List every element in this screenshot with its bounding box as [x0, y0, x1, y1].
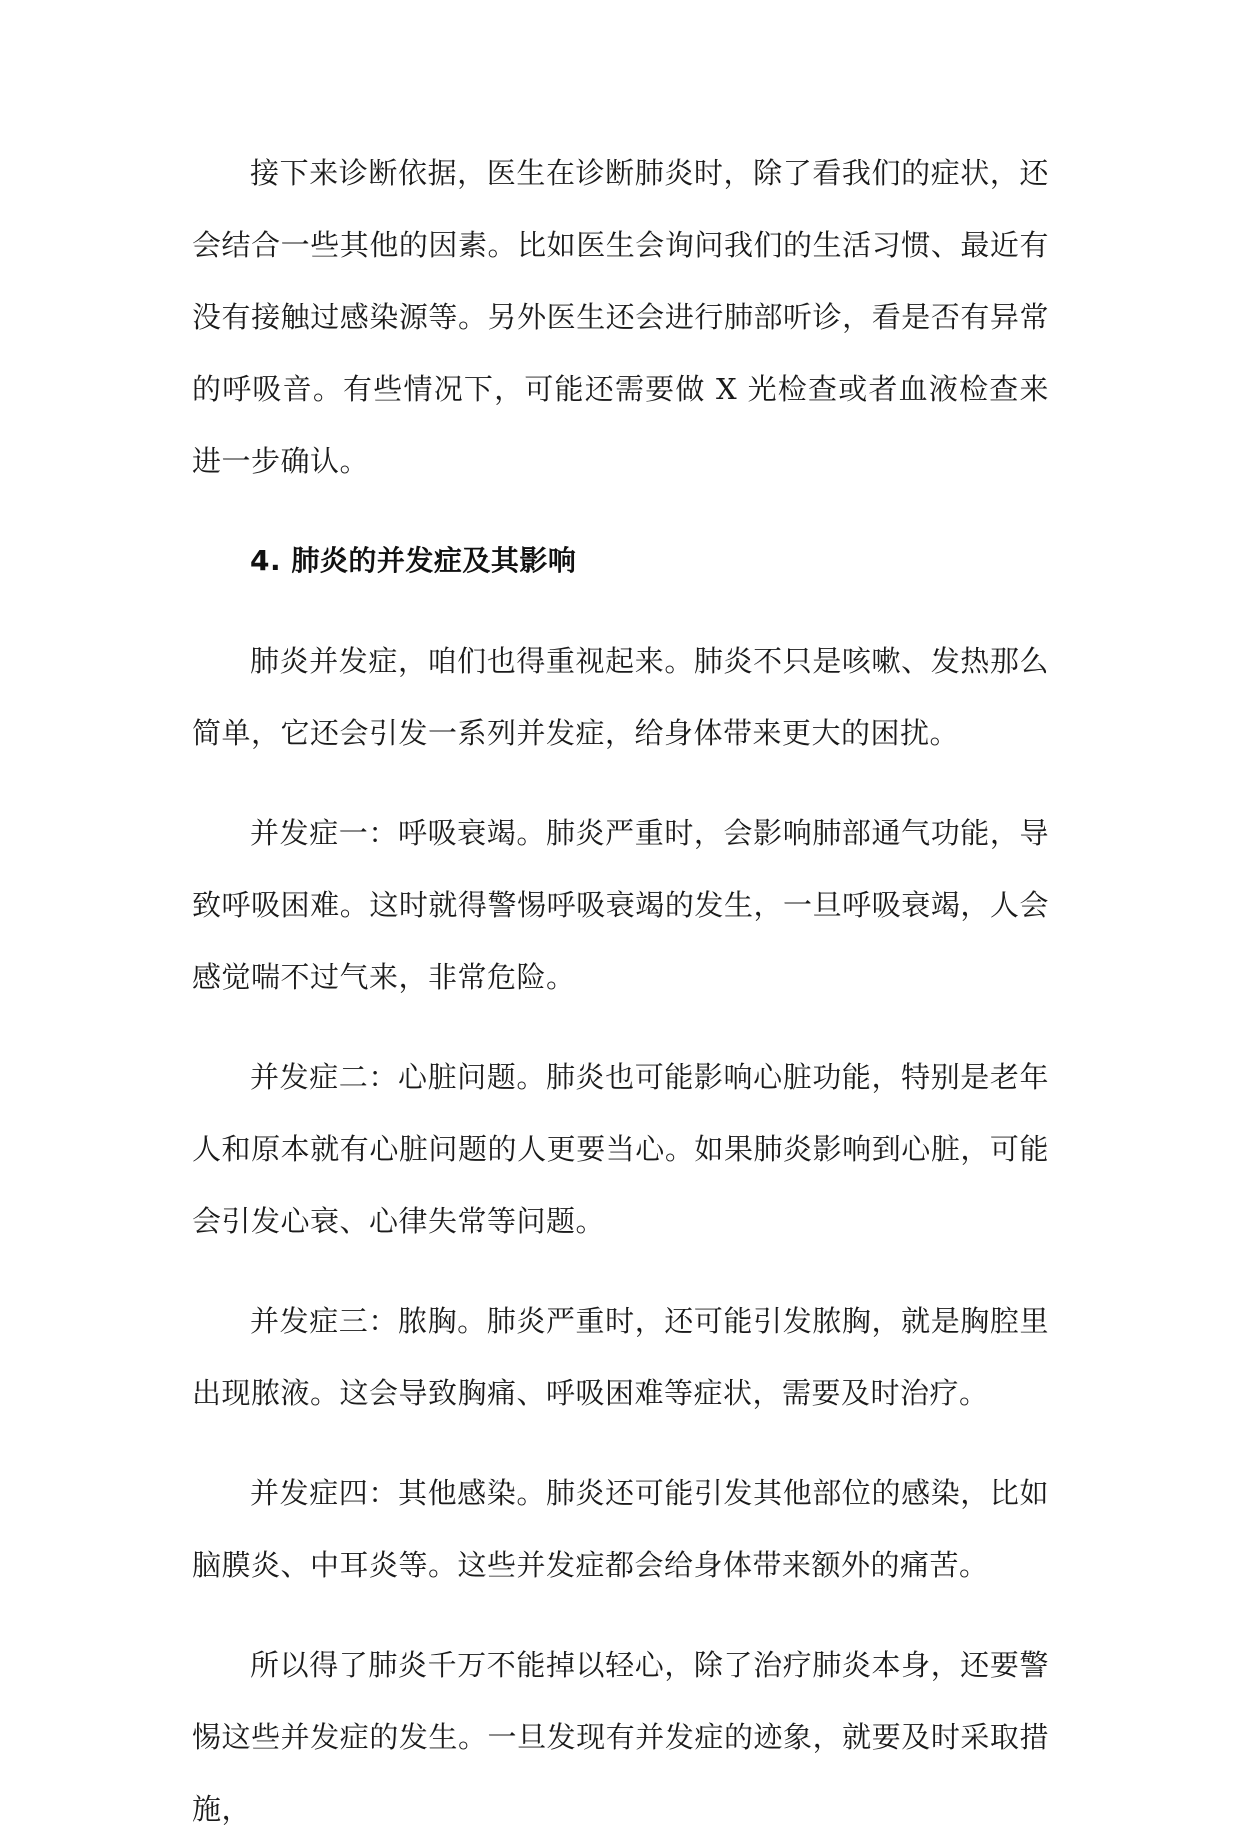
paragraph-complications-intro: 肺炎并发症，咱们也得重视起来。肺炎不只是咳嗽、发热那么简单，它还会引发一系列并发症，给身体带来更大的困扰。 [192, 644, 1049, 750]
paragraph-conclusion: 所以得了肺炎千万不能掉以轻心，除了治疗肺炎本身，还要警惕这些并发症的发生。一旦发现有并发症的迹象，就要及时采取措施， [192, 1648, 1049, 1826]
paragraph-other-infections: 并发症四：其他感染。肺炎还可能引发其他部位的感染，比如脑膜炎、中耳炎等。这些并发症都会给身体带来额外的痛苦。 [192, 1476, 1049, 1582]
section-heading: 4. 肺炎的并发症及其影响 [250, 544, 577, 577]
paragraph-empyema: 并发症三：脓胸。肺炎严重时，还可能引发脓胸，就是胸腔里出现脓液。这会导致胸痛、呼吸困难等症状，需要及时治疗。 [192, 1304, 1049, 1410]
paragraph-heart-problems: 并发症二：心脏问题。肺炎也可能影响心脏功能，特别是老年人和原本就有心脏问题的人更要当心。如果肺炎影响到心脏，可能会引发心衰、心律失常等问题。 [192, 1060, 1049, 1238]
paragraph-respiratory-failure: 并发症一：呼吸衰竭。肺炎严重时，会影响肺部通气功能，导致呼吸困难。这时就得警惕呼吸衰竭的发生，一旦呼吸衰竭，人会感觉喘不过气来，非常危险。 [192, 816, 1049, 994]
paragraph-diagnosis: 接下来诊断依据，医生在诊断肺炎时，除了看我们的症状，还会结合一些其他的因素。比如医生会询问我们的生活习惯、最近有没有接触过感染源等。另外医生还会进行肺部听诊，看是否有异常的呼吸音。有些情况下，可能还需要做 X 光检查或者血液检查来进一步确认。 [192, 156, 1049, 478]
